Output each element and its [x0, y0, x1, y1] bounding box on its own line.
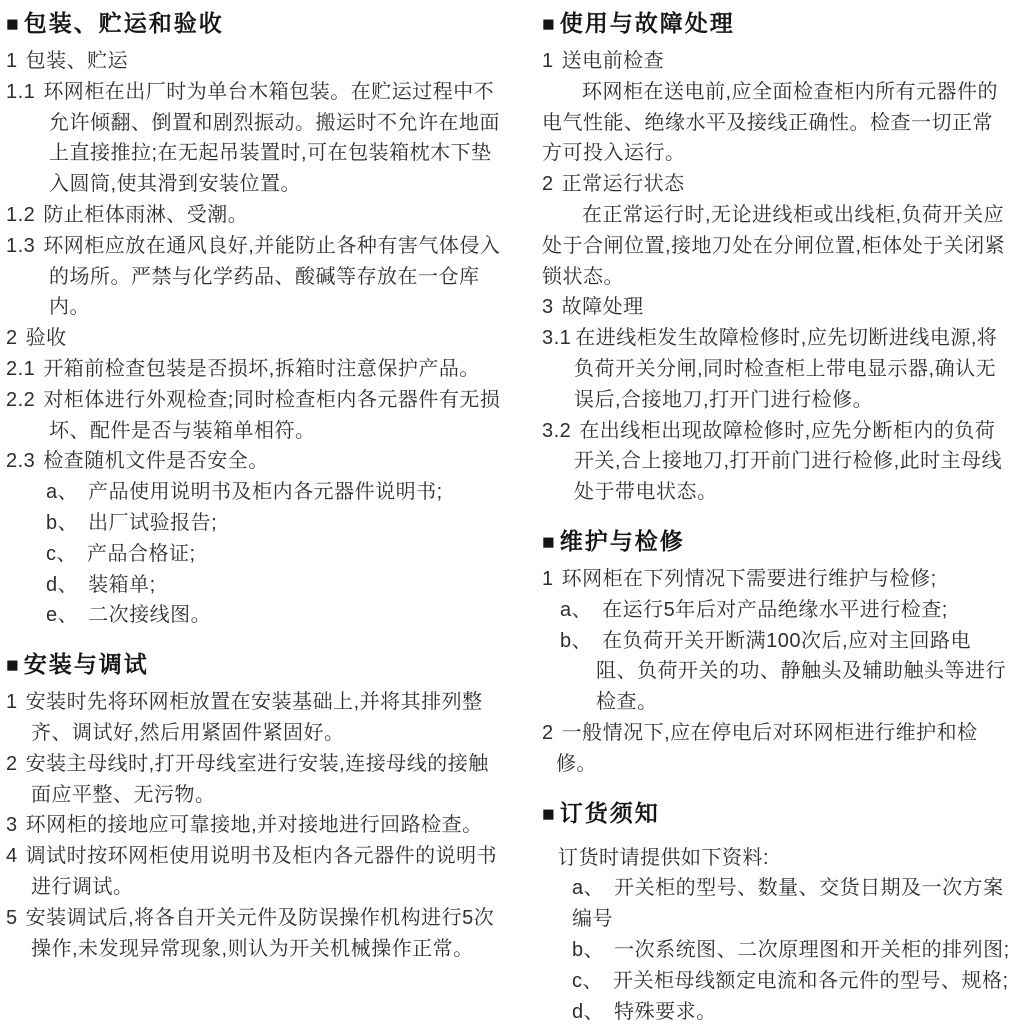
square-bullet-icon: ■: [542, 802, 557, 826]
section-title-installation: [6, 649, 502, 681]
section-title-text: 订货须知: [559, 799, 660, 826]
list-item-4: [6, 841, 502, 903]
item-text: 故障处理: [561, 296, 644, 319]
item-marker: a、: [560, 598, 593, 621]
item-text: 在运行5年后对产品绝缘水平进行检查;: [602, 598, 948, 621]
item-text: 环网柜在下列情况下需要进行维护与检修;: [561, 567, 937, 590]
item-number: 3: [6, 814, 18, 837]
item-text: 防止柜体雨淋、受潮。: [43, 203, 249, 226]
item-text: 一次系统图、二次原理图和开关柜的排列图;: [614, 938, 1010, 961]
list-item-b: [542, 935, 1011, 966]
item-text: 环网柜在出厂时为单台木箱包装。在贮运过程中不允许倾翻、倒置和剧烈振动。搬运时不允许在地面上直接推拉;在无起吊装置时,可在包装箱枕木下垫入圆筒,使其滑到安装位置。: [43, 80, 500, 196]
item-text: 产品合格证;: [87, 542, 196, 565]
item-text: 安装时先将环网柜放置在安装基础上,并将其排列整齐、调试好,然后用紧固件紧固好。: [25, 691, 483, 744]
list-item-c: [6, 539, 502, 570]
item-text: 在出线柜出现故障检修时,应先分断柜内的负荷开关,合上接地刀,打开前门进行检修,此时主母线处于带电状态。: [574, 419, 1003, 504]
item-text: 对柜体进行外观检查;同时检查柜内各元器件有无损坏、配件是否与装箱单相符。: [43, 388, 501, 442]
item-marker: d、: [46, 573, 79, 596]
item-marker: a、: [46, 481, 79, 504]
section-title-text: 维护与检修: [559, 527, 685, 554]
section-title-operation: [542, 8, 1011, 40]
list-item-d: [542, 997, 1011, 1027]
section-installation: [6, 649, 502, 964]
list-item-a: [542, 873, 1011, 935]
item-text: 装箱单;: [88, 573, 156, 596]
item-number: 2.2: [6, 388, 36, 411]
item-text: 在负荷开关开断满100次后,应对主回路电阻、负荷开关的功、静触头及辅助触头等进行检查。: [596, 629, 1006, 714]
square-bullet-icon: ■: [542, 13, 557, 36]
item-number: 1: [542, 567, 554, 590]
item-text: 二次接线图。: [88, 604, 212, 627]
list-item-2-1: [6, 354, 502, 385]
item-text: 出厂试验报告;: [88, 511, 218, 534]
list-item-2-3: [6, 446, 502, 477]
list-item-2-2: [6, 385, 502, 447]
item-text: 安装调试后,将各自开关元件及防误操作机构进行5次操作,未发现异常现象,则认为开关机械操作正常。: [25, 906, 495, 960]
item-number: 2: [542, 721, 554, 744]
item-text: 特殊要求。: [614, 1000, 717, 1023]
list-item-1-1: [6, 77, 502, 200]
item-number: 1: [6, 691, 18, 714]
square-bullet-icon: ■: [542, 530, 557, 554]
list-item-3: [6, 810, 502, 841]
list-item-1-2: [6, 200, 502, 231]
section-maintenance: [542, 526, 1011, 780]
list-item-2: [6, 323, 502, 354]
item-number: 1.3: [6, 234, 36, 257]
item-number: 3.1: [542, 327, 572, 350]
item-marker: c、: [572, 969, 603, 992]
list-item-2: [6, 749, 502, 811]
item-text: 环网柜应放在通风良好,并能防止各种有害气体侵入的场所。严禁与化学药品、酸碱等存放在一仓库内。: [43, 234, 501, 319]
item-number: 2.3: [6, 450, 36, 473]
square-bullet-icon: ■: [6, 654, 21, 678]
list-item-b: [6, 508, 502, 539]
item-text: 开关柜的型号、数量、交货日期及一次方案编号: [572, 877, 1004, 931]
section-title-text: 包装、贮运和验收: [23, 10, 224, 36]
list-item-2: [542, 718, 1011, 780]
right-column: [542, 8, 1011, 1027]
list-item-3-2: [542, 416, 1011, 508]
section-title-maintenance: [542, 526, 1011, 558]
list-item-1: [542, 564, 1011, 595]
item-number: 2: [6, 752, 18, 775]
section-title-text: 使用与故障处理: [559, 10, 735, 36]
body-paragraph: 在正常运行时,无论进线柜或出线柜,负荷开关应处于合闸位置,接地刀处在分闸位置,柜体处于关闭紧锁状态。: [542, 203, 1006, 288]
item-marker: b、: [560, 629, 593, 652]
item-marker: d、: [572, 1000, 605, 1023]
item-marker: a、: [572, 877, 605, 900]
item-text: 包装、贮运: [25, 50, 129, 72]
item-number: 3.2: [542, 419, 572, 442]
square-bullet-icon: ■: [6, 13, 21, 36]
list-item-3: [542, 292, 1011, 323]
item-text: 正常运行状态: [561, 173, 685, 196]
list-item-1-3: [6, 231, 502, 323]
section-operation: [542, 8, 1011, 508]
item-text: 送电前检查: [561, 50, 665, 72]
item-number: 1: [6, 50, 18, 72]
list-item-a: [542, 595, 1011, 626]
item-text: 在进线柜发生故障检修时,应先切断进线电源,将负荷开关分闸,同时检查柜上带电显示器,确认无误后,合接地刀,打开门进行检修。: [574, 327, 998, 411]
section-title-packaging: [6, 8, 502, 40]
item-text: 产品使用说明书及柜内各元器件说明书;: [88, 481, 443, 504]
list-item-e: [6, 600, 502, 631]
list-item-2: [542, 169, 1011, 200]
item-number: 2: [542, 173, 554, 196]
item-number: 1.1: [6, 80, 36, 103]
item-text: 安装主母线时,打开母线室进行安装,连接母线的接触面应平整、无污物。: [25, 752, 489, 806]
item-marker: b、: [572, 938, 605, 961]
item-text: 开关柜母线额定电流和各元件的型号、规格;: [613, 969, 1009, 992]
list-item-1: [6, 687, 502, 749]
list-item-b: [542, 626, 1011, 718]
section-packaging: [6, 8, 502, 631]
item-marker: b、: [46, 511, 79, 534]
left-column: [6, 8, 502, 964]
section-title-ordering: [542, 798, 1011, 830]
list-item-c: [542, 966, 1011, 997]
list-item-1: [6, 46, 502, 77]
item-number: 2: [6, 327, 18, 350]
item-number: 5: [6, 906, 18, 929]
ordering-intro: 订货时请提供如下资料:: [558, 846, 770, 869]
item-text: 开箱前检查包装是否损坏,拆箱时注意保护产品。: [43, 357, 480, 380]
item-text: 环网柜的接地应可靠接地,并对接地进行回路检查。: [25, 814, 483, 837]
item-number: 1.2: [6, 203, 36, 226]
item-number: 1: [542, 50, 554, 72]
item-marker: e、: [46, 604, 79, 627]
item-number: 2.1: [6, 357, 36, 380]
item-text: 调试时按环网柜使用说明书及柜内各元器件的说明书进行调试。: [25, 845, 498, 898]
item-text: 检查随机文件是否安全。: [43, 450, 269, 473]
list-item-3-1: [542, 323, 1011, 415]
list-item-a: [6, 477, 502, 508]
list-item-d: [6, 570, 502, 601]
body-paragraph: 环网柜在送电前,应全面检查柜内所有元器件的电气性能、绝缘水平及接线正确性。检查一切正常方可投入运行。: [542, 80, 999, 165]
item-number: 4: [6, 845, 18, 868]
section-title-text: 安装与调试: [23, 651, 149, 678]
item-number: 3: [542, 296, 554, 319]
section-ordering: [542, 798, 1011, 1027]
list-item-5: [6, 903, 502, 965]
list-item-1: [542, 46, 1011, 77]
item-text: 一般情况下,应在停电后对环网柜进行维护和检修。: [556, 721, 978, 775]
item-text: 验收: [25, 327, 67, 350]
item-marker: c、: [46, 542, 77, 565]
